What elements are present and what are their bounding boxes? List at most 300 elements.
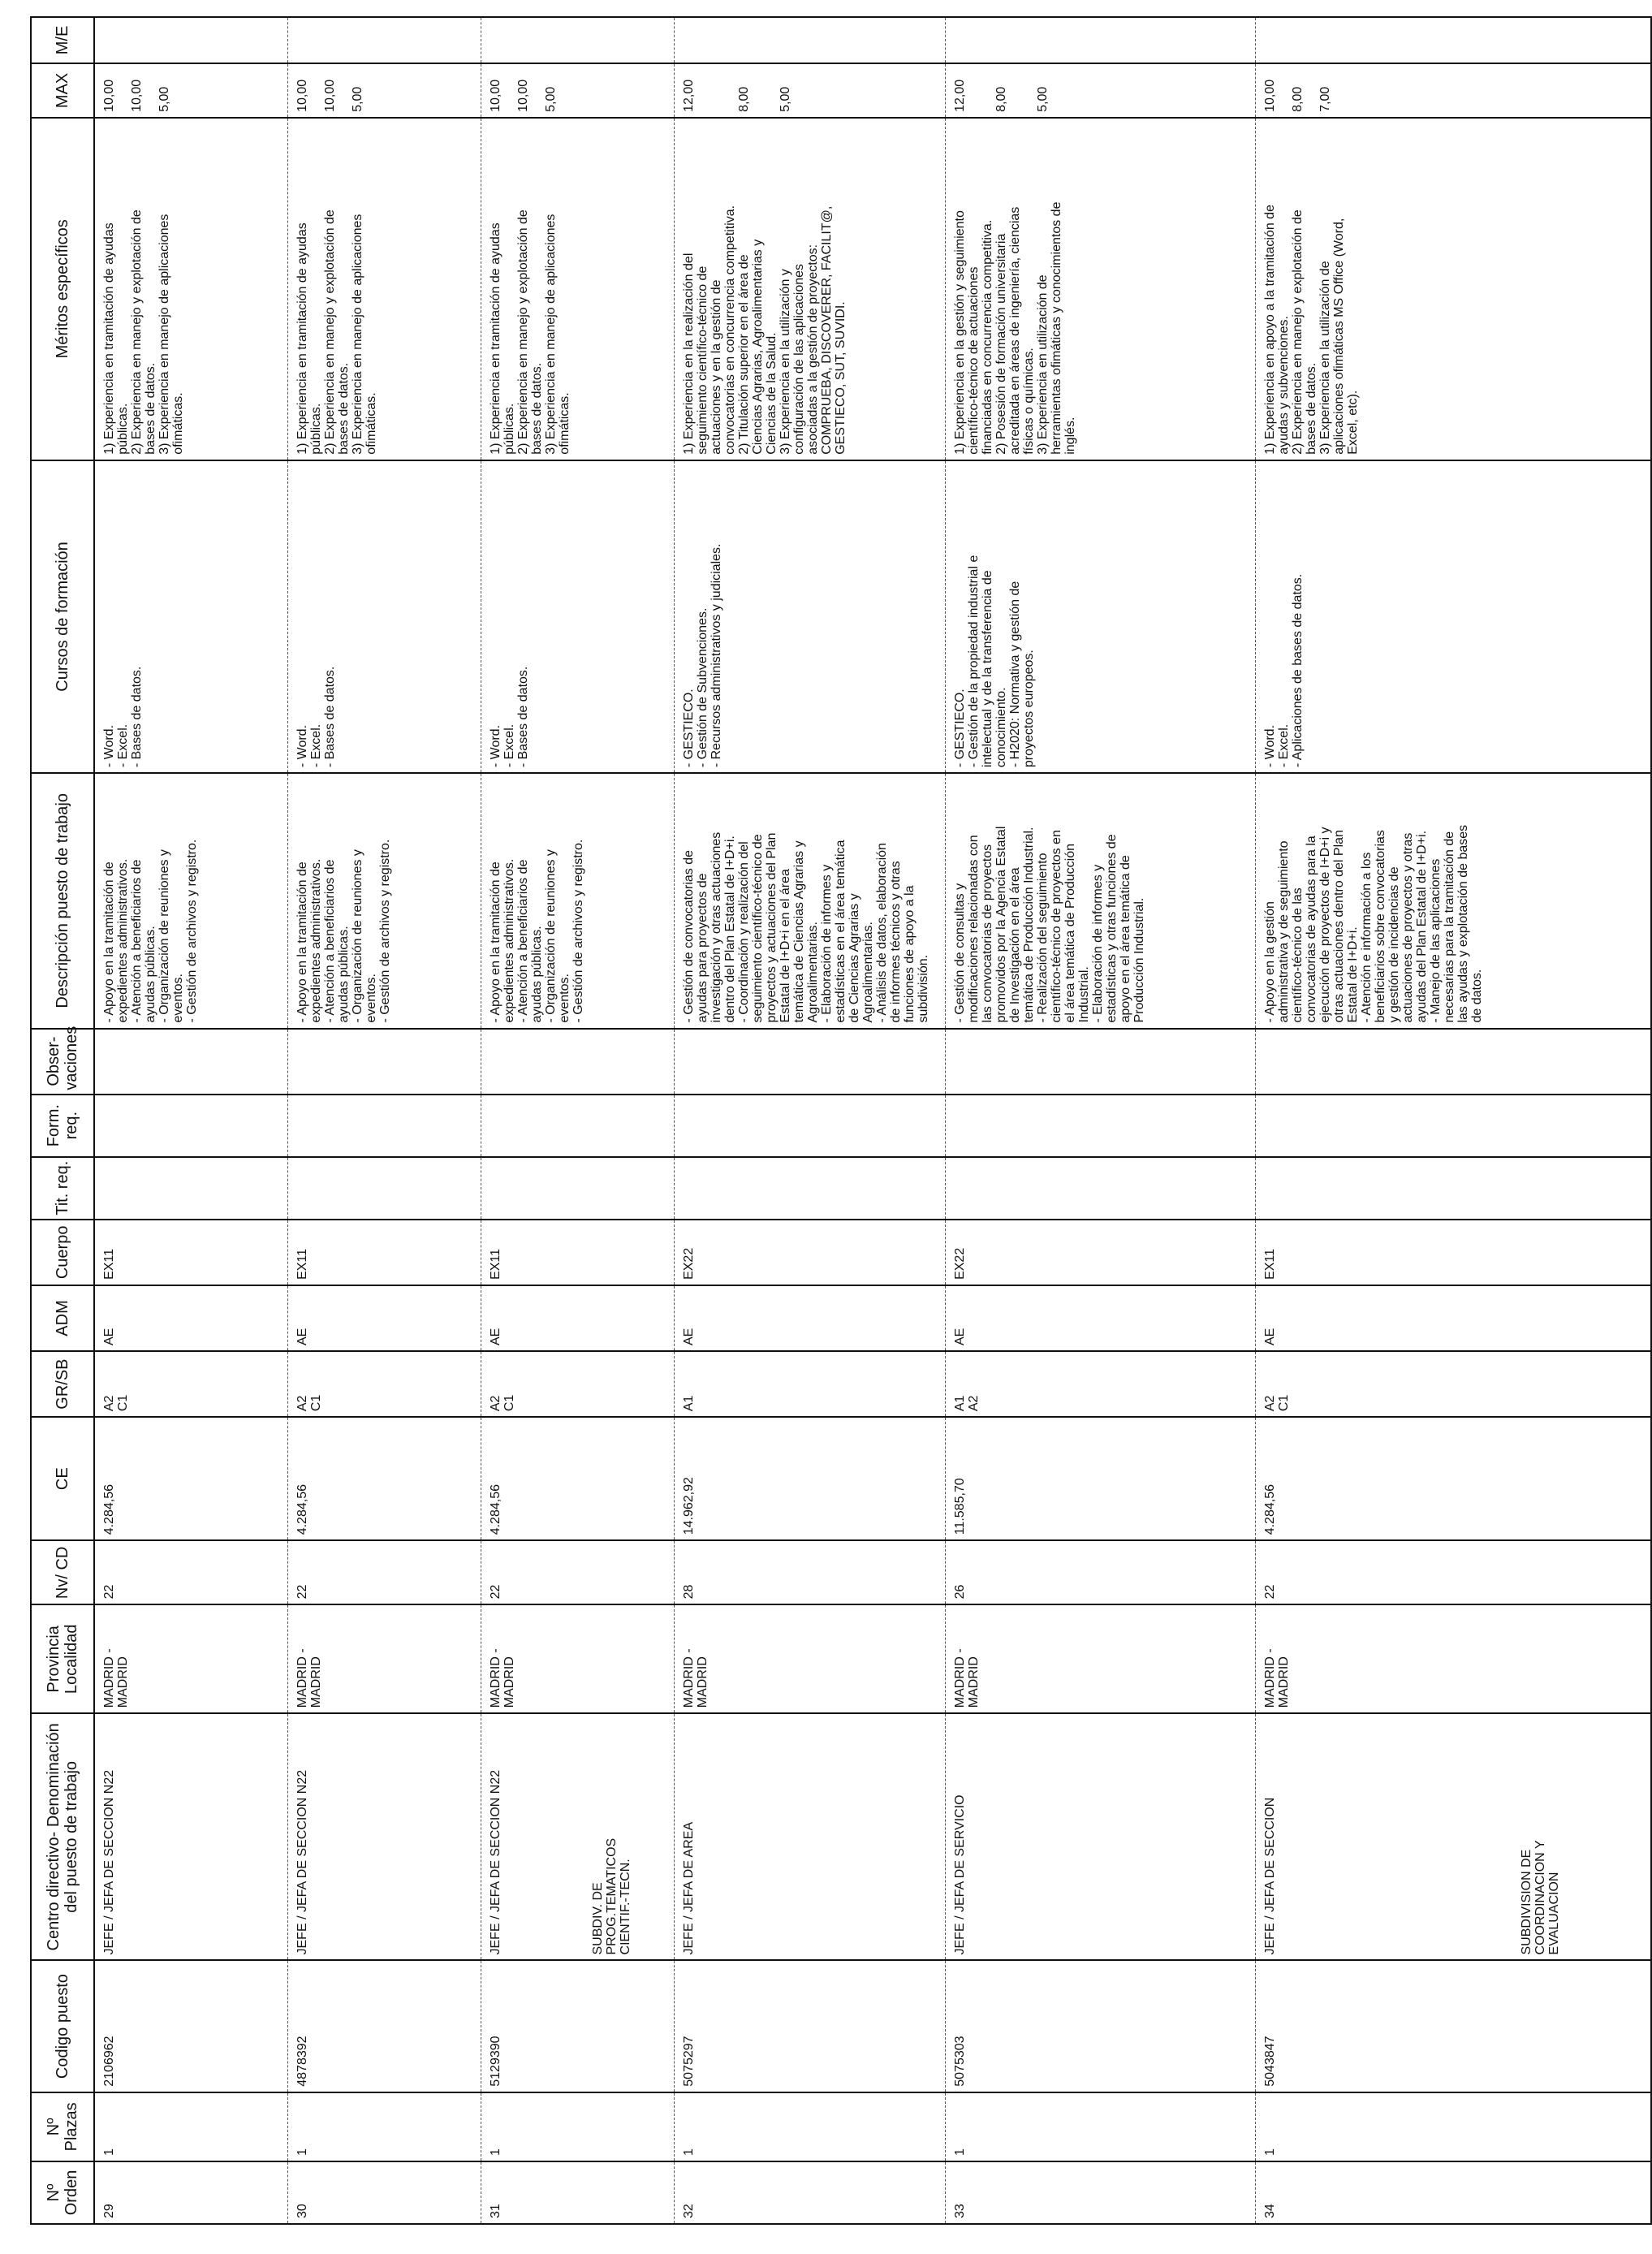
cell-adm: AE [1255,1285,1651,1351]
cell-me [674,17,945,63]
cell-meritos [481,118,674,460]
cell-meritos-line: 1) Experiencia en la realización del [681,253,696,455]
cell-centro [1255,1713,1651,1960]
cell-ce: 4.284,56 [481,1417,674,1540]
rotated-document-page [30,16,1562,2225]
positions-table [30,16,1652,2225]
cell-descripcion-line: ayudas del Plan Estatal de I+D+i. [1414,830,1429,1023]
cell-nivel: 22 [1255,1540,1651,1604]
cell-descripcion-line: Agroalimentarias. [861,922,875,1023]
cell-descripcion-line: de Ciencias Agrarias y [847,893,861,1023]
cell-centro [287,1713,481,1960]
cell-max-line: 10,00 [102,79,116,112]
cell-grupo-line: A1 [681,1395,696,1412]
denominacion: JEFE / JEFA DE SECCION N22 [102,1769,116,1955]
cell-ce: 4.284,56 [287,1417,481,1540]
cell-meritos-line: herramientas ofimáticas y conocimientos de [1049,201,1063,455]
cell-plazas: 1 [287,2092,481,2161]
cell-meritos-line: 1) Experiencia en tramitación de ayudas [488,222,503,455]
cell-me [94,17,287,63]
cell-meritos-line: 3) Experiencia en manejo de aplicaciones [543,214,558,455]
cell-meritos-line: bases de datos. [336,362,351,455]
cell-meritos-line: 3) Experiencia en manejo de aplicaciones [350,214,364,455]
header-me: M/E [31,17,94,63]
cell-max-line: 12,00 [681,79,696,112]
cell-cursos-line: - Excel. [116,723,130,768]
cell-descripcion-line: proyectos y actuaciones del Plan [764,832,779,1023]
cell-descripcion-line: expedientes administrativos. [116,858,130,1023]
table-row [1255,17,1651,2224]
cell-provincia-line: MADRID [502,1656,516,1708]
header-cursos: Cursos de formación [31,460,94,773]
cell-meritos-line: inglés. [1063,417,1077,455]
cell-plazas: 1 [481,2092,674,2161]
unit-title-line: PROG.TEMATICOS [605,1837,619,1955]
cell-cursos [94,460,287,773]
cell-orden: 29 [94,2161,287,2224]
cell-cursos [1255,460,1651,773]
cell-cursos-line: - Word. [1262,724,1277,768]
cell-cursos-line: - Excel. [502,723,516,768]
cell-max [674,63,945,118]
cell-descripcion-line: - Organización de reuniones y [157,849,171,1023]
cell-descripcion-line: ejecución de proyectos de I+D+i y [1318,827,1332,1023]
cell-descripcion [945,773,1255,1028]
cell-titulacion [945,1157,1255,1220]
cell-meritos-line: 3) Experiencia en la utilización y [778,269,792,455]
cell-max-line: 5,00 [778,86,792,112]
cell-max-line: 8,00 [1290,86,1305,112]
cell-meritos-line: 2) Experiencia en manejo y explotación de [515,209,530,455]
cell-descripcion-line: investigación y otras actuaciones [709,831,723,1023]
cell-descripcion-line: ayudas públicas. [144,926,157,1023]
cell-meritos-line: GESTIECO, SUT, SUVIDI. [833,301,848,455]
cell-descripcion-line: temática de Producción Industrial. [1021,827,1036,1023]
cell-meritos-line: públicas. [308,403,323,455]
cell-grupo-line: C1 [502,1394,516,1412]
cell-meritos-line: convocatorias en concurrencia competitiva. [722,205,737,455]
cell-max-line [724,67,738,112]
table-row [481,17,674,2224]
cell-descripcion-line: seguimiento científico-técnico de [750,834,765,1023]
cell-cursos-line: - Word. [488,724,503,768]
cell-descripcion-line: beneficiarios sobre convocatorias [1373,830,1387,1023]
cell-descripcion [1255,773,1651,1028]
cell-me [481,17,674,63]
cell-cursos-line: - Gestión de Subvenciones. [695,607,710,768]
cell-grupo-line: A2 [966,1395,981,1412]
cell-meritos-line: 3) Experiencia en manejo de aplicaciones [157,214,171,455]
cell-meritos-line: 2) Experiencia en manejo y explotación de [1290,209,1305,455]
cell-grupo [1255,1351,1651,1417]
cell-descripcion-line: - Elaboración de informes y [1090,864,1105,1023]
cell-descripcion-line: eventos. [557,974,572,1023]
header-formacion: Form. req. [31,1095,94,1157]
cell-cursos [287,460,481,773]
cell-orden: 31 [481,2161,674,2224]
cell-max-line: 5,00 [157,86,171,112]
cell-provincia [94,1604,287,1713]
cell-meritos-line: físicas o químicas. [1021,348,1036,455]
header-codigo: Codigo puesto [31,1960,94,2092]
cell-descripcion-line: - Apoyo en la tramitación de [295,861,309,1023]
cell-formacion [481,1095,674,1157]
cell-cursos-line: - Word. [102,724,116,768]
cell-descripcion-line: promovidos por la Agencia Estatal [994,826,1008,1023]
header-adm: ADM [31,1285,94,1351]
unit-title-line: CIENTIF.-TECN. [619,1859,633,1955]
cell-meritos-line: bases de datos. [1304,362,1318,455]
cell-grupo-line: C1 [308,1394,323,1412]
header-provincia: Provincia Localidad [31,1604,94,1713]
cell-descripcion-line: - Atención a beneficiarios de [515,859,530,1023]
cell-meritos-line: científico-técnico de actuaciones [966,266,981,455]
cell-titulacion [1255,1157,1651,1220]
cell-provincia-line: MADRID [1276,1656,1291,1708]
cell-formacion [287,1095,481,1157]
cell-max [287,63,481,118]
cell-meritos-line: 3) Experiencia en la utilización de [1318,261,1332,455]
cell-descripcion-line: otras actuaciones dentro del Plan [1331,830,1346,1023]
cell-cursos-line: - Bases de datos. [515,666,530,768]
denominacion: JEFE / JEFA DE AREA [681,1821,696,1955]
cell-descripcion-line: ayudas públicas. [529,926,544,1023]
cell-max-line [710,67,724,112]
cell-meritos-line: 2) Experiencia en manejo y explotación de [322,209,337,455]
cell-max-line [144,67,158,112]
cell-codigo: 4878392 [287,1960,481,2092]
cell-meritos-line: 3) Experiencia en utilización de [1035,274,1050,455]
cell-provincia-line: MADRID [116,1656,130,1708]
cell-cursos-line: - Recursos administrativos y judiciales. [709,543,723,768]
cell-nivel: 22 [481,1540,674,1604]
cell-cursos [674,460,945,773]
cell-meritos-line: ofimáticas. [557,392,572,455]
cell-descripcion-line: el área temática de Producción [1063,843,1077,1023]
cell-max-line: 10,00 [488,79,503,112]
cell-orden: 33 [945,2161,1255,2224]
cell-cursos-line: - Excel. [308,723,323,768]
cell-max-line: 10,00 [515,79,530,112]
header-row [31,17,94,2224]
denominacion: JEFE / JEFA DE SERVICIO [952,1794,967,1955]
cell-provincia [287,1604,481,1713]
cell-max-line: 5,00 [1035,86,1050,112]
cell-max-line [503,67,517,112]
cell-cuerpo: EX22 [945,1220,1255,1285]
cell-cuerpo: EX22 [674,1220,945,1285]
header-observaciones: Obser- vaciones [31,1029,94,1095]
cell-meritos-line: bases de datos. [529,362,544,455]
cell-descripcion-line: modificaciones relacionadas con [966,835,981,1023]
cell-descripcion-line: administrativa y de seguimiento [1276,840,1291,1023]
cell-me [287,17,481,63]
cell-provincia-line: MADRID - [295,1648,309,1708]
cell-observaciones [94,1029,287,1095]
cell-max-line: 10,00 [130,79,144,112]
cell-descripcion-line: de datos. [1469,969,1484,1023]
cell-descripcion-line: - Realización del seguimiento [1035,853,1050,1023]
cell-meritos-line: financiadas en concurrencia competitiva. [980,219,994,455]
cell-orden: 34 [1255,2161,1651,2224]
unit-title-line: SUBDIVISION DE [1520,1849,1534,1955]
cell-descripcion-line: expedientes administrativos. [502,858,516,1023]
cell-descripcion-line: Estatal de I+D+i. [1345,926,1360,1023]
cell-descripcion [674,773,945,1028]
cell-formacion [945,1095,1255,1157]
cell-grupo-line: C1 [1276,1394,1291,1412]
cell-meritos-line: 1) Experiencia en tramitación de ayudas [102,222,116,455]
cell-cursos-line: - Excel. [1276,723,1291,768]
cell-meritos-line: bases de datos. [144,362,157,455]
cell-max-line: 8,00 [994,86,1008,112]
cell-observaciones [481,1029,674,1095]
cell-nivel: 28 [674,1540,945,1604]
header-meritos: Méritos específicos [31,118,94,460]
cell-adm: AE [945,1285,1255,1351]
cell-codigo: 5129390 [481,1960,674,2092]
cell-grupo-line: A1 [952,1395,967,1412]
cell-descripcion-line: Producción Industrial. [1132,897,1146,1023]
cell-max-line [1278,67,1292,112]
header-cuerpo: Cuerpo [31,1220,94,1285]
header-max: MAX [31,63,94,118]
cell-max-line [310,67,324,112]
unit-title [592,1717,633,1954]
table-row [945,17,1255,2224]
cell-cuerpo: EX11 [94,1220,287,1285]
cell-grupo-line: A2 [1262,1395,1277,1412]
cell-descripcion-line: Estatal de I+D+i en el área [778,869,792,1023]
cell-grupo [94,1351,287,1417]
header-orden: Nº Orden [31,2161,94,2224]
cell-meritos-line: asociadas a la gestión de proyectos: [805,244,820,455]
cell-codigo: 2106962 [94,1960,287,2092]
cell-cuerpo: EX11 [1255,1220,1651,1285]
cell-titulacion [287,1157,481,1220]
cell-observaciones [1255,1029,1651,1095]
cell-meritos-line: aplicaciones ofimáticas MS Office (Word, [1331,218,1346,455]
denominacion: JEFE / JEFA DE SECCION N22 [488,1769,503,1955]
cell-descripcion-line: de Investigación en el área [1007,867,1022,1023]
cell-descripcion-line: ayudas para proyectos de [695,873,710,1023]
cell-descripcion [287,773,481,1028]
cell-meritos-line: Ciencias de la Salud. [764,332,779,455]
table-row [287,17,481,2224]
cell-centro [945,1713,1255,1960]
cell-provincia-line: MADRID - [1262,1648,1277,1708]
cell-ce: 4.284,56 [94,1417,287,1540]
cell-descripcion-line: y gestión de incidencias de [1387,866,1401,1023]
cell-max-line [531,67,545,112]
cell-descripcion-line: estadísticas en el área temática [833,840,848,1023]
denominacion: JEFE / JEFA DE SECCION [1262,1797,1277,1955]
cell-max [1255,63,1651,118]
cell-descripcion-line: - Apoyo en la tramitación de [102,861,116,1023]
cell-ce: 4.284,56 [1255,1417,1651,1540]
cell-provincia-line: MADRID [966,1656,981,1708]
cell-descripcion-line: dentro del Plan Estatal de I+D+i. [722,836,737,1023]
header-plazas: Nº Plazas [31,2092,94,2161]
cell-max [94,63,287,118]
cell-descripcion-line: - Manejo de las aplicaciones [1428,858,1443,1023]
cell-nivel: 26 [945,1540,1255,1604]
cell-max-line [697,67,710,112]
cell-meritos-line: ofimáticas. [171,392,185,455]
cell-centro [94,1713,287,1960]
cell-formacion [94,1095,287,1157]
cell-max-line [766,67,779,112]
cell-meritos-line: acreditada en áreas de ingeniería, ciencias [1007,206,1022,455]
cell-descripcion-line: las ayudas y explotación de bases [1456,824,1470,1023]
cell-ce: 11.585,70 [945,1417,1255,1540]
cell-cursos-line: - GESTIECO. [952,689,967,768]
cell-grupo-line: C1 [116,1394,130,1412]
cell-max [481,63,674,118]
cell-cursos-line: - Bases de datos. [322,666,337,768]
cell-provincia-line: MADRID - [488,1648,503,1708]
cell-provincia-line: MADRID - [952,1648,967,1708]
cell-grupo-line: A2 [295,1395,309,1412]
cell-descripcion-line: necesarias para la tramitación de [1442,831,1456,1023]
cell-titulacion [94,1157,287,1220]
cell-meritos [94,118,287,460]
cell-descripcion-line: Industrial. [1076,966,1091,1023]
cell-descripcion-line: eventos. [171,974,185,1023]
cell-me [1255,17,1651,63]
cell-codigo: 5043847 [1255,1960,1651,2092]
cell-codigo: 5075303 [945,1960,1255,2092]
cell-descripcion-line: - Atención a beneficiarios de [130,859,144,1023]
cell-meritos-line: Excel, etc). [1345,390,1360,455]
cell-descripcion-line: científico-técnico de las [1290,887,1305,1023]
cell-nivel: 22 [287,1540,481,1604]
cell-meritos-line: 2) Experiencia en manejo y explotación de [130,209,144,455]
cell-codigo: 5075297 [674,1960,945,2092]
cell-meritos-line: seguimiento científico-técnico de [695,266,710,455]
cell-descripcion-line: - Coordinación y realización del [736,841,751,1023]
cell-ce: 14.962,92 [674,1417,945,1540]
cell-descripcion-line: - Apoyo en la tramitación de [488,861,503,1023]
cell-plazas: 1 [945,2092,1255,2161]
cell-cursos-line: conocimiento. [994,687,1008,768]
cell-max [945,63,1255,118]
cell-max-line [338,67,352,112]
header-descripcion: Descripción puesto de trabajo [31,773,94,1028]
cell-cursos-line: - Word. [295,724,309,768]
cell-meritos-line: 1) Experiencia en la gestión y seguimiento [952,210,967,455]
unit-title-line: SUBDIV. DE [591,1882,606,1955]
cell-nivel: 22 [94,1540,287,1604]
cell-plazas: 1 [1255,2092,1651,2161]
cell-grupo [481,1351,674,1417]
header-centro: Centro directivo- Denominación del puesto de trabajo [31,1713,94,1960]
table-row [674,17,945,2224]
cell-meritos-line: 2) Titulación superior en el área de [736,254,751,455]
cell-provincia [945,1604,1255,1713]
cell-meritos [287,118,481,460]
cell-descripcion-line: científico-técnico de proyectos en [1049,830,1063,1023]
cell-formacion [1255,1095,1651,1157]
cell-cursos [945,460,1255,773]
cell-orden: 32 [674,2161,945,2224]
cell-max-line [117,67,131,112]
cell-max-line: 10,00 [322,79,337,112]
cell-max-line [981,67,995,112]
cell-descripcion-line: - Gestión de archivos y registro. [185,839,199,1023]
cell-descripcion-line: - Gestión de archivos y registro. [377,839,392,1023]
cell-provincia [1255,1604,1651,1713]
cell-adm: AE [481,1285,674,1351]
cell-meritos-line: COMPRUEBA, DISCOVERER, FACILIT@, [819,205,834,455]
positions-table-body [94,17,1651,2224]
cell-max-line: 12,00 [952,79,967,112]
cell-max-line [1305,67,1319,112]
cell-meritos-line: Ciencias Agrarias, Agroalimentarias y [750,239,765,455]
cell-adm: AE [287,1285,481,1351]
cell-plazas: 1 [94,2092,287,2161]
cell-centro [481,1713,674,1960]
cell-observaciones [287,1029,481,1095]
cell-max-line [968,67,981,112]
cell-max-line: 10,00 [1262,79,1277,112]
header-ce: CE [31,1417,94,1540]
cell-cursos-line: intelectual y de la transferencia de [980,570,994,768]
cell-max-line: 8,00 [736,86,751,112]
cell-provincia [674,1604,945,1713]
header-grupo: GR/SB [31,1351,94,1417]
cell-descripcion-line: - Elaboración de informes y [819,864,834,1023]
cell-meritos [674,118,945,460]
cell-cursos [481,460,674,773]
cell-orden: 30 [287,2161,481,2224]
cell-max-line [1009,67,1023,112]
cell-provincia-line: MADRID [308,1656,323,1708]
cell-descripcion-line: - Análisis de datos, elaboración [874,843,889,1023]
cell-provincia [481,1604,674,1713]
cell-descripcion-line: subdivisión. [916,954,930,1023]
cell-meritos-line: 2) Posesión de formación universitaria [994,233,1008,455]
cell-provincia-line: MADRID - [102,1648,116,1708]
cell-cursos-line: proyectos europeos. [1021,650,1036,768]
cell-max-line [1023,67,1037,112]
cell-grupo [674,1351,945,1417]
cell-descripcion-line: Agroalimentarias. [805,922,820,1023]
cell-descripcion-line: las convocatorias de proyectos [980,844,994,1023]
table-row [94,17,287,2224]
cell-plazas: 1 [674,2092,945,2161]
unit-title-line: COORDINACION Y [1533,1840,1548,1955]
cell-meritos-line: 1) Experiencia en tramitación de ayudas [295,222,309,455]
cell-descripcion-line: - Atención a beneficiarios de [322,859,337,1023]
cell-descripcion-line: - Gestión de consultas y [952,883,967,1023]
cell-meritos-line: ayudas y subvenciones. [1276,315,1291,455]
cell-adm: AE [94,1285,287,1351]
cell-meritos-line: públicas. [116,403,130,455]
cell-cursos-line: - Gestión de la propiedad industrial e [966,555,981,768]
cell-cursos-line: - Aplicaciones de bases de datos. [1290,573,1305,768]
cell-me [945,17,1255,63]
denominacion: JEFE / JEFA DE SECCION N22 [295,1769,309,1955]
cell-cursos-line: - Bases de datos. [130,666,144,768]
unit-title-line: EVALUACION [1547,1872,1562,1955]
cell-titulacion [481,1157,674,1220]
cell-meritos-line: públicas. [502,403,516,455]
cell-descripcion-line: - Organización de reuniones y [350,849,364,1023]
cell-descripcion-line: - Gestión de convocatorias de [681,849,696,1023]
cell-descripcion-line: temática de Ciencias Agrarias y [791,840,806,1023]
cell-cursos-line: - H2020: Normativa y gestión de [1007,581,1022,768]
